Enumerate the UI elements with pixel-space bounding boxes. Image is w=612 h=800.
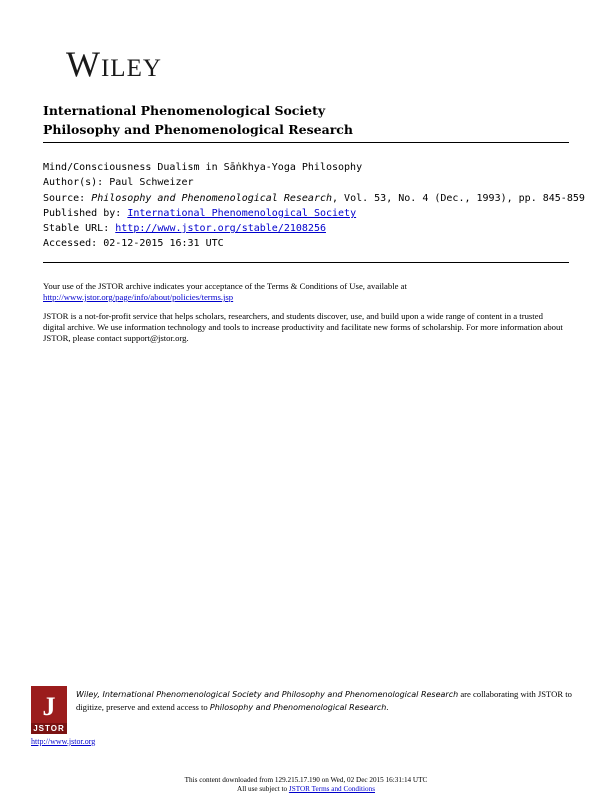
stable-url-label: Stable URL: bbox=[43, 223, 110, 235]
wiley-logo: Wiley bbox=[66, 44, 162, 84]
source-line bbox=[43, 191, 585, 206]
published-label: Published by: bbox=[43, 207, 122, 219]
jstor-description: JSTOR is a not-for-profit service that helps scholars, researchers, and students discover, use, and build upon a wide range of content in a trusted digital archive. We use information technology and tools to increase productivity and facilitate new forms of scholarship. For more information about JSTOR, please contact support@jstor.org. bbox=[43, 311, 563, 343]
author-label: Author(s): bbox=[43, 177, 104, 189]
jstor-terms-link[interactable]: JSTOR Terms and Conditions bbox=[288, 785, 375, 793]
divider-top bbox=[43, 142, 569, 143]
terms-of-use bbox=[43, 281, 563, 352]
stable-url-line bbox=[43, 221, 585, 236]
publisher-link[interactable]: International Phenomenological Society bbox=[127, 207, 357, 219]
terms-text: Your use of the JSTOR archive indicates your acceptance of the Terms & Conditions of Use, available at bbox=[43, 281, 407, 291]
source-details: , Vol. 53, No. 4 (Dec., 1993), pp. 845-859 bbox=[332, 192, 585, 204]
collaboration-journal: Philosophy and Phenomenological Research. bbox=[209, 703, 389, 712]
journal-name: Philosophy and Phenomenological Research bbox=[43, 122, 353, 137]
divider-bottom bbox=[43, 262, 569, 263]
source-journal: Philosophy and Phenomenological Research bbox=[91, 192, 333, 204]
author-name: Paul Schweizer bbox=[109, 177, 194, 189]
jstor-logo-word: JSTOR bbox=[31, 723, 67, 734]
accessed-line bbox=[43, 236, 585, 251]
collaboration-notice bbox=[76, 688, 586, 714]
author-line bbox=[43, 175, 585, 190]
collaboration-partners: Wiley, International Phenomenological Society and Philosophy and Phenomenological Research bbox=[76, 690, 459, 699]
article-metadata bbox=[43, 160, 585, 252]
society-name: International Phenomenological Society bbox=[43, 103, 326, 118]
jstor-logo bbox=[31, 686, 67, 734]
use-notice-text: All use subject to bbox=[237, 785, 288, 793]
download-notice: This content downloaded from 129.215.17.190 on Wed, 02 Dec 2015 16:31:14 UTC bbox=[184, 776, 428, 784]
accessed-label: Accessed: bbox=[43, 238, 98, 250]
publisher-line bbox=[43, 206, 585, 221]
source-label: Source: bbox=[43, 192, 86, 204]
jstor-url-link[interactable]: http://www.jstor.org bbox=[31, 737, 96, 746]
terms-paragraph bbox=[43, 281, 563, 303]
stable-url-link[interactable]: http://www.jstor.org/stable/2108256 bbox=[115, 223, 326, 235]
accessed-date: 02-12-2015 16:31 UTC bbox=[103, 238, 224, 250]
use-notice bbox=[0, 785, 612, 794]
jstor-mark-icon: J bbox=[42, 692, 56, 721]
article-title: Mind/Consciousness Dualism in Sāṅkhya-Yoga Philosophy bbox=[43, 162, 363, 173]
collaboration-text: are collaborating with JSTOR to digitize, preserve and extend access to bbox=[76, 689, 572, 712]
terms-link[interactable]: http://www.jstor.org/page/info/about/policies/terms.jsp bbox=[43, 292, 234, 302]
publication-header bbox=[43, 101, 353, 139]
